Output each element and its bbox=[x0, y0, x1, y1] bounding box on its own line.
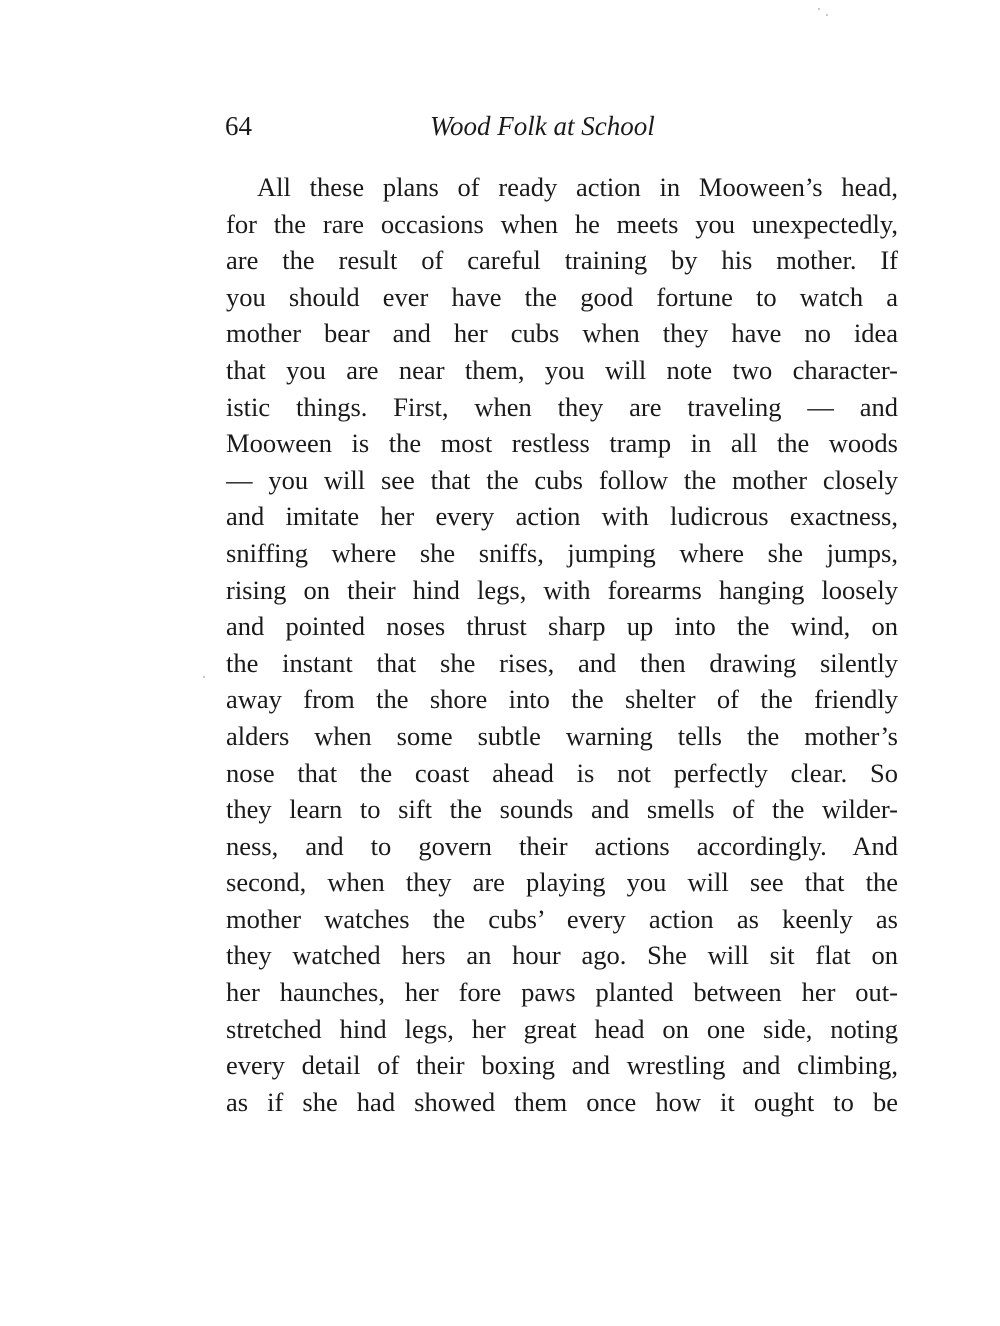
page-number: 64 bbox=[225, 111, 252, 141]
paper-speck bbox=[203, 676, 205, 678]
text-line: and pointed noses thrust sharp up into the wind, on bbox=[226, 611, 898, 642]
text-line: the instant that she rises, and then drawing silently bbox=[226, 647, 898, 678]
text-line: — you will see that the cubs follow the mother closely bbox=[226, 464, 898, 495]
text-line: mother bear and her cubs when they have no idea bbox=[226, 318, 898, 349]
text-line: sniffing where she sniffs, jumping where she jumps, bbox=[226, 537, 898, 568]
text-line: nose that the coast ahead is not perfectly clear. So bbox=[226, 757, 898, 788]
text-line: for the rare occasions when he meets you unexpectedly, bbox=[226, 208, 898, 239]
text-line: second, when they are playing you will see that the bbox=[226, 867, 898, 898]
text-line: All these plans of ready action in Mooween’s head, bbox=[257, 172, 898, 202]
paper-speck bbox=[826, 14, 828, 16]
text-line: as if she had showed them once how it ought to be bbox=[226, 1086, 898, 1117]
text-line: stretched hind legs, her great head on one side, noting bbox=[226, 1013, 898, 1044]
text-line: are the result of careful training by his mother. If bbox=[226, 245, 898, 276]
text-line: every detail of their boxing and wrestling and climbing, bbox=[226, 1050, 898, 1081]
text-line: istic things. First, when they are traveling — and bbox=[226, 391, 898, 422]
paper-speck bbox=[818, 8, 820, 10]
text-line: that you are near them, you will note two character- bbox=[226, 354, 898, 385]
text-line: they watched hers an hour ago. She will sit flat on bbox=[226, 940, 898, 971]
text-line: and imitate her every action with ludicrous exactness, bbox=[226, 501, 898, 532]
text-line: you should ever have the good fortune to watch a bbox=[226, 281, 898, 312]
text-line: ness, and to govern their actions accordingly. And bbox=[226, 830, 898, 861]
text-line: Mooween is the most restless tramp in all the woods bbox=[226, 428, 898, 459]
text-line: her haunches, her fore paws planted between her out- bbox=[226, 977, 898, 1008]
text-line: they learn to sift the sounds and smells of the wilder- bbox=[226, 794, 898, 825]
text-line: rising on their hind legs, with forearms hanging loosely bbox=[226, 574, 898, 605]
running-head bbox=[225, 104, 897, 148]
text-line: alders when some subtle warning tells the mother’s bbox=[226, 720, 898, 751]
running-title: Wood Folk at School bbox=[430, 111, 655, 141]
text-line: mother watches the cubs’ every action as keenly as bbox=[226, 903, 898, 934]
text-line: away from the shore into the shelter of the friendly bbox=[226, 684, 898, 715]
body-paragraph bbox=[226, 169, 898, 1120]
